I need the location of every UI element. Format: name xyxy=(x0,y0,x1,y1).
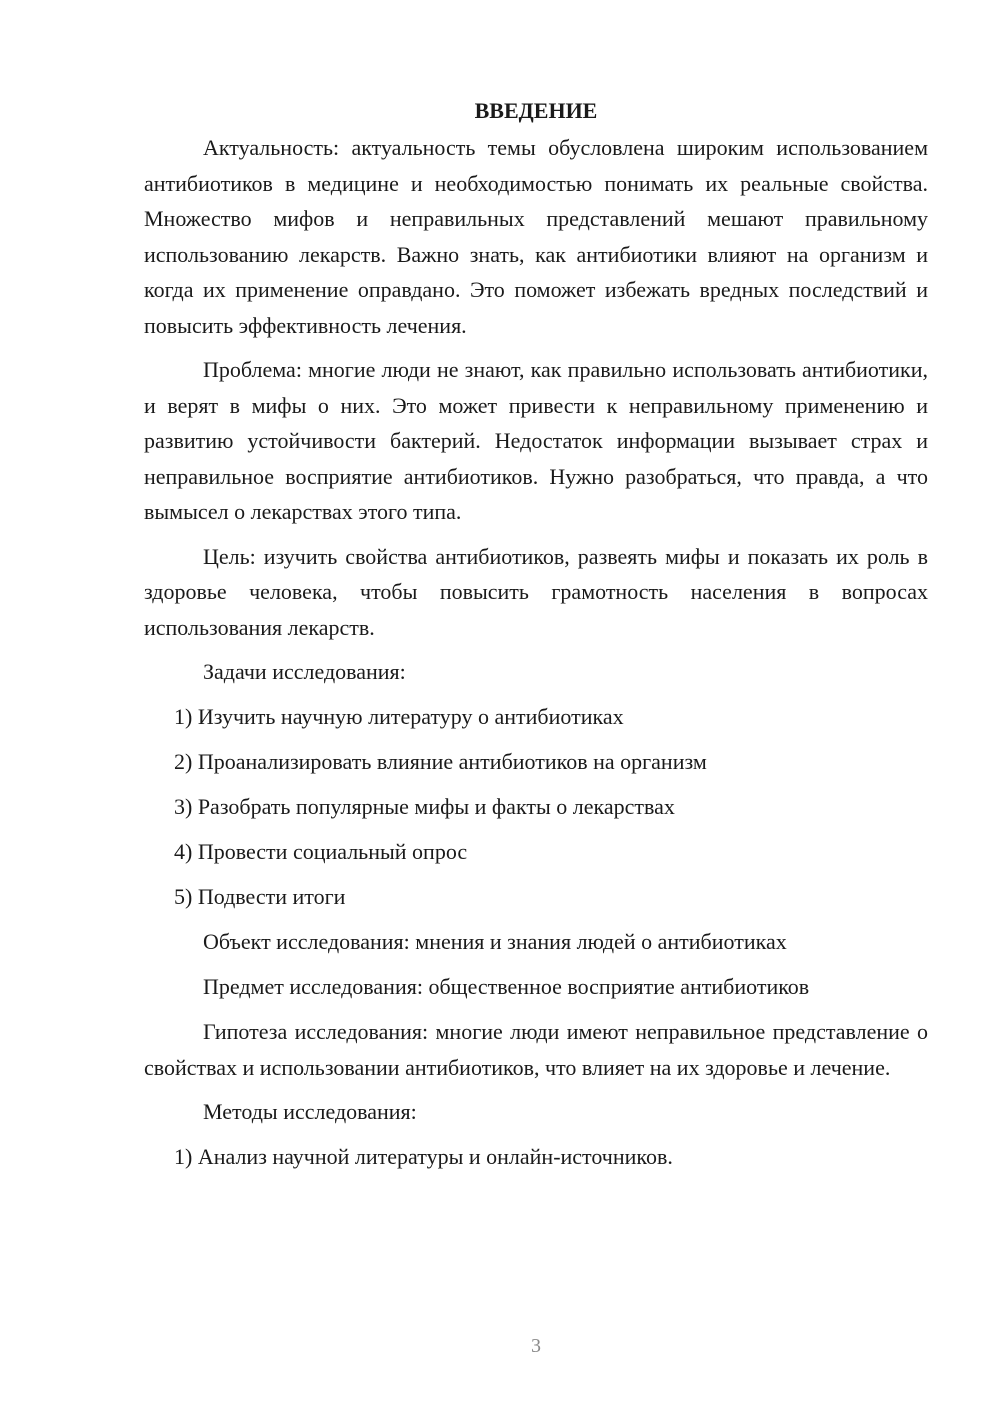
goal-paragraph: Цель: изучить свойства антибиотиков, развеять мифы и показать их роль в здоровье человека, чтобы повысить грамотность населения в вопросах использования лекарств. xyxy=(144,543,928,640)
hypothesis-paragraph: Гипотеза исследования: многие люди имеют неправильное представление о свойствах и использовании антибиотиков, что влияет на их здоровье и лечение. xyxy=(144,1019,928,1080)
relevance-paragraph: Актуальность: актуальность темы обусловлена широким использованием антибиотиков в медицине и необходимостью понимать их реальные свойства. Множество мифов и неправильных представлений мешают правильному использованию лекарств. Важно знать, как антибиотики влияют на организм и когда их применение оправдано. Это поможет избежать вредных последствий и повысить эффективность лечения. xyxy=(144,135,928,338)
list-item: 4) Провести социальный опрос xyxy=(174,839,468,864)
document-page xyxy=(144,96,928,1184)
object-line: Объект исследования: мнения и знания людей о антибиотиках xyxy=(203,929,787,954)
list-item: 1) Изучить научную литературу о антибиотиках xyxy=(174,704,624,729)
problem-paragraph: Проблема: многие люди не знают, как правильно использовать антибиотики, и верят в мифы о них. Это может привести к неправильному применению и развитию устойчивости бактерий. Недостаток информации вызывает страх и неправильное восприятие антибиотиков. Нужно разобраться, что правда, а что вымысел о лекарствах этого типа. xyxy=(144,357,928,524)
list-item: 2) Проанализировать влияние антибиотиков на организм xyxy=(174,749,707,774)
subject-line: Предмет исследования: общественное восприятие антибиотиков xyxy=(203,974,810,999)
tasks-list xyxy=(144,699,928,915)
methods-heading: Методы исследования: xyxy=(203,1099,417,1124)
tasks-heading: Задачи исследования: xyxy=(203,659,406,684)
list-item: 3) Разобрать популярные мифы и факты о лекарствах xyxy=(174,794,675,819)
page-number: 3 xyxy=(531,1335,541,1357)
document-title: ВВЕДЕНИЕ xyxy=(474,98,598,123)
list-item: 1) Анализ научной литературы и онлайн-источников. xyxy=(174,1144,673,1169)
list-item: 5) Подвести итоги xyxy=(174,884,346,909)
methods-list xyxy=(144,1139,928,1175)
